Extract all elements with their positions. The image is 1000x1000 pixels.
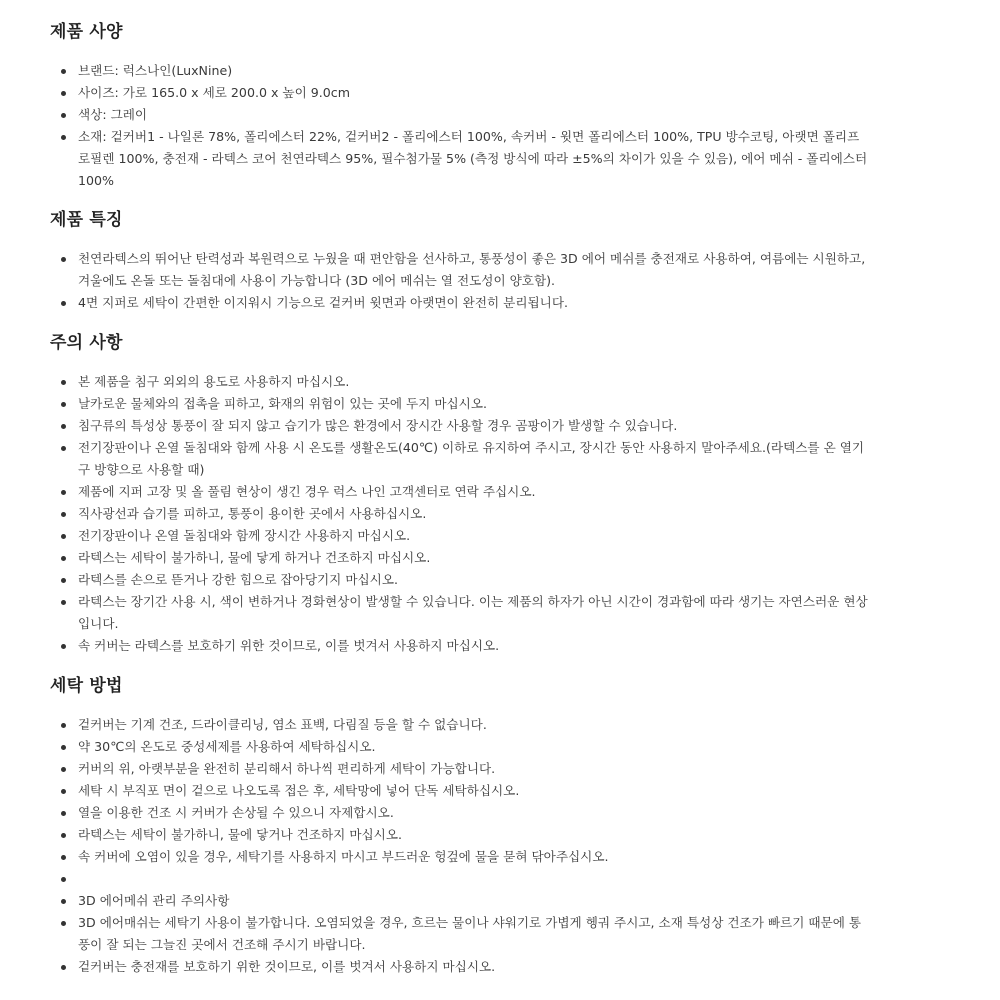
- list-item: 제품에 지퍼 고장 및 올 풀림 현상이 생긴 경우 럭스 나인 고객센터로 연락 주십시오.: [50, 481, 870, 503]
- list-item: 약 30℃의 온도로 중성세제를 사용하여 세탁하십시오.: [50, 736, 870, 758]
- list-item: 사이즈: 가로 165.0 x 세로 200.0 x 높이 9.0cm: [50, 82, 870, 104]
- list-item: 날카로운 물체와의 접촉을 피하고, 화재의 위험이 있는 곳에 두지 마십시오.: [50, 393, 870, 415]
- bullet-icon: [61, 600, 66, 605]
- list-item: 전기장판이나 온열 돌침대와 함께 장시간 사용하지 마십시오.: [50, 525, 870, 547]
- features-list: [50, 248, 870, 314]
- list-item: 브랜드: 럭스나인(LuxNine): [50, 60, 870, 82]
- list-item: 본 제품을 침구 외외의 용도로 사용하지 마십시오.: [50, 371, 870, 393]
- section-title-washing: 세탁 방법: [50, 676, 123, 696]
- list-item: 라텍스는 세탁이 불가하니, 물에 닿거나 건조하지 마십시오.: [50, 824, 870, 846]
- bullet-icon: [61, 789, 66, 794]
- bullet-icon: [61, 91, 66, 96]
- bullet-icon: [61, 490, 66, 495]
- list-item: 겉커버는 기계 건조, 드라이클리닝, 염소 표백, 다림질 등을 할 수 없습니다.: [50, 714, 870, 736]
- bullet-icon: [61, 767, 66, 772]
- bullet-icon: [61, 69, 66, 74]
- list-item: 겉커버는 충전재를 보호하기 위한 것이므로, 이를 벗겨서 사용하지 마십시오.: [50, 956, 870, 978]
- bullet-icon: [61, 424, 66, 429]
- section-specifications: [50, 20, 870, 192]
- section-title-features: 제품 특징: [50, 210, 123, 230]
- bullet-icon: [61, 135, 66, 140]
- list-item: 직사광선과 습기를 피하고, 통풍이 용이한 곳에서 사용하십시오.: [50, 503, 870, 525]
- bullet-icon: [61, 402, 66, 407]
- list-item: 전기장판이나 온열 돌침대와 함께 사용 시 온도를 생활온도(40℃) 이하로 유지하여 주시고, 장시간 동안 사용하지 말아주세요.(라텍스를 온 열기구 방향으로 사용할 때): [50, 437, 870, 481]
- bullet-icon: [61, 556, 66, 561]
- bullet-icon: [61, 257, 66, 262]
- list-item: 라텍스를 손으로 뜯거나 강한 힘으로 잡아당기지 마십시오.: [50, 569, 870, 591]
- cautions-list: [50, 371, 870, 657]
- bullet-icon: [61, 965, 66, 970]
- bullet-icon: [61, 833, 66, 838]
- list-item: 속 커버는 라텍스를 보호하기 위한 것이므로, 이를 벗겨서 사용하지 마십시오.: [50, 635, 870, 657]
- list-item: 3D 에어매쉬는 세탁기 사용이 불가합니다. 오염되었을 경우, 흐르는 물이나 샤워기로 가볍게 헹궈 주시고, 소재 특성상 건조가 빠르기 때문에 통풍이 잘 되는 그늘진 곳에서 건조해 주시기 바랍니다.: [50, 912, 870, 956]
- list-item: 열을 이용한 건조 시 커버가 손상될 수 있으니 자제합시오.: [50, 802, 870, 824]
- bullet-icon: [61, 446, 66, 451]
- bullet-icon: [61, 644, 66, 649]
- bullet-icon: [61, 578, 66, 583]
- bullet-icon: [61, 745, 66, 750]
- list-item: 소재: 겉커버1 - 나일론 78%, 폴리에스터 22%, 겉커버2 - 폴리에스터 100%, 속커버 - 윗면 폴리에스터 100%, TPU 방수코팅, 아랫면 폴리프로필렌 100%, 충전재 - 라텍스 코어 천연라텍스 95%, 필수첨가물 5% (측정 방식에 따라 ±5%의 차이가 있을 수 있음), 에어 메쉬 - 폴리에스터 100%: [50, 126, 870, 192]
- bullet-icon: [61, 113, 66, 118]
- list-item: 커버의 위, 아랫부분을 완전히 분리해서 하나씩 편리하게 세탁이 가능합니다.: [50, 758, 870, 780]
- bullet-icon: [61, 534, 66, 539]
- list-item: 속 커버에 오염이 있을 경우, 세탁기를 사용하지 마시고 부드러운 헝겊에 물을 묻혀 닦아주십시오.: [50, 846, 870, 868]
- bullet-icon: [61, 877, 66, 882]
- list-item: 세탁 시 부직포 면이 겉으로 나오도록 접은 후, 세탁망에 넣어 단독 세탁하십시오.: [50, 780, 870, 802]
- list-item: 4면 지퍼로 세탁이 간편한 이지워시 기능으로 겉커버 윗면과 아랫면이 완전히 분리됩니다.: [50, 292, 870, 314]
- list-item: 3D 에어메쉬 관리 주의사항: [50, 890, 870, 912]
- bullet-icon: [61, 380, 66, 385]
- bullet-icon: [61, 921, 66, 926]
- list-item: 천연라텍스의 뛰어난 탄력성과 복원력으로 누웠을 때 편안함을 선사하고, 통풍성이 좋은 3D 에어 메쉬를 충전재로 사용하여, 여름에는 시원하고, 겨울에도 온돌 또는 돌침대에 사용이 가능합니다 (3D 에어 메쉬는 열 전도성이 양호함).: [50, 248, 870, 292]
- section-title-specifications: 제품 사양: [50, 22, 123, 42]
- bullet-icon: [61, 899, 66, 904]
- bullet-icon: [61, 512, 66, 517]
- list-item: 색상: 그레이: [50, 104, 870, 126]
- section-washing: [50, 674, 870, 978]
- section-cautions: [50, 331, 870, 657]
- section-features: [50, 208, 870, 314]
- bullet-icon: [61, 855, 66, 860]
- list-item: 라텍스는 장기간 사용 시, 색이 변하거나 경화현상이 발생할 수 있습니다. 이는 제품의 하자가 아닌 시간이 경과함에 따라 생기는 자연스러운 현상입니다.: [50, 591, 870, 635]
- washing-list: [50, 714, 870, 978]
- bullet-icon: [61, 811, 66, 816]
- list-item: 라텍스는 세탁이 불가하니, 물에 닿게 하거나 건조하지 마십시오.: [50, 547, 870, 569]
- specifications-list: [50, 60, 870, 192]
- list-item-empty: [50, 868, 870, 890]
- section-title-cautions: 주의 사항: [50, 333, 123, 353]
- bullet-icon: [61, 301, 66, 306]
- bullet-icon: [61, 723, 66, 728]
- list-item: 침구류의 특성상 통풍이 잘 되지 않고 습기가 많은 환경에서 장시간 사용할 경우 곰팡이가 발생할 수 있습니다.: [50, 415, 870, 437]
